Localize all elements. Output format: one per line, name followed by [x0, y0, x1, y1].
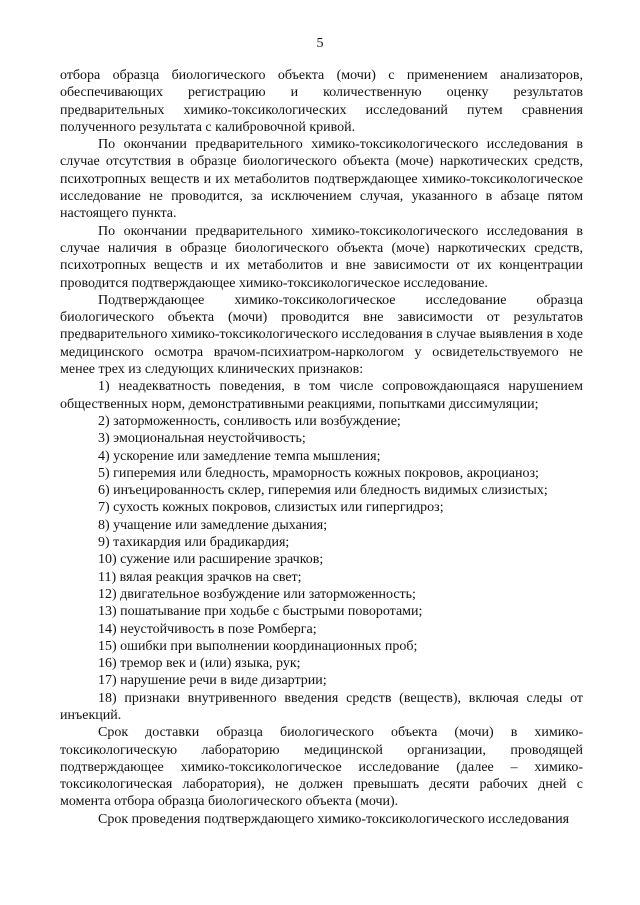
- page-number: 5: [316, 36, 324, 51]
- list-item: 6) инъецированность склер, гиперемия или бледность видимых слизистых;: [98, 483, 548, 499]
- list-item: 9) тахикардия или брадикардия;: [98, 535, 290, 551]
- list-item: 2) заторможенность, сонливость или возбуждение;: [98, 413, 401, 429]
- list-item: 7) сухость кожных покровов, слизистых или гипергидроз;: [98, 500, 444, 516]
- paragraph-presence-case: По окончании предварительного химико-токсикологического исследования в случае наличия в образце биологического объекта (моче) наркотических средств, психотропных веществ и их метаболитов и вне зависимости от их концентрации проводится подтверждающее химико-токсикологическое исследование.: [60, 223, 583, 291]
- list-item: 3) эмоциональная неустойчивость;: [98, 431, 306, 447]
- list-item: 15) ошибки при выполнении координационных проб;: [98, 638, 418, 654]
- page-body: [60, 67, 583, 828]
- list-item: 5) гиперемия или бледность, мраморность кожных покровов, акроцианоз;: [98, 465, 539, 481]
- list-item: 18) признаки внутривенного введения средств (веществ), включая следы от инъекций.: [60, 690, 583, 723]
- paragraph-confirmatory-study: Подтверждающее химико-токсикологическое исследование образца биологического объекта (мочи) проводится вне зависимости от результатов предварительного химико-токсикологического исследования в случае выявления в ходе медицинского осмотра врачом-психиатром-наркологом у освидетельствуемого не менее трех из следующих клинических признаков:: [60, 292, 583, 378]
- paragraph-study-term: Срок проведения подтверждающего химико-токсикологического исследования: [98, 811, 570, 827]
- clinical-signs-list: [60, 378, 583, 724]
- list-item: 4) ускорение или замедление темпа мышления;: [98, 448, 381, 464]
- paragraph-delivery-term: Срок доставки образца биологического объекта (мочи) в химико-токсикологическую лабораторию медицинской организации, проводящей подтверждающее химико-токсикологическое исследование (далее – химико-токсикологическая лаборатория), не должен превышать десяти рабочих дней с момента отбора образца биологического объекта (мочи).: [60, 725, 583, 810]
- list-item: 12) двигательное возбуждение или заторможенность;: [98, 586, 416, 602]
- list-item: 11) вялая реакция зрачков на свет;: [98, 569, 302, 585]
- paragraph-continuation: отбора образца биологического объекта (мочи) с применением анализаторов, обеспечивающих регистрацию и количественную оценку результатов предварительных химико-токсикологических исследований путем сравнения полученного результата с калибровочной кривой.: [60, 68, 583, 135]
- list-item: 1) неадекватность поведения, в том числе сопровождающаяся нарушением общественных норм, демонстративными реакциями, попытками диссимуляции;: [60, 379, 583, 412]
- list-item: 14) неустойчивость в позе Ромберга;: [98, 621, 317, 637]
- list-item: 8) учащение или замедление дыхания;: [98, 517, 328, 533]
- list-item: 13) пошатывание при ходьбе с быстрыми поворотами;: [98, 604, 423, 620]
- list-item: 10) сужение или расширение зрачков;: [98, 552, 324, 568]
- paragraph-absence-case: По окончании предварительного химико-токсикологического исследования в случае отсутствия в образце биологического объекта (моче) наркотических средств, психотропных веществ и их метаболитов подтверждающее химико-токсикологическое исследование не проводится, за исключением случая, указанного в абзаце пятом настоящего пункта.: [60, 137, 583, 222]
- list-item: 16) тремор век и (или) языка, рук;: [98, 656, 301, 672]
- list-item: 17) нарушение речи в виде дизартрии;: [98, 673, 327, 689]
